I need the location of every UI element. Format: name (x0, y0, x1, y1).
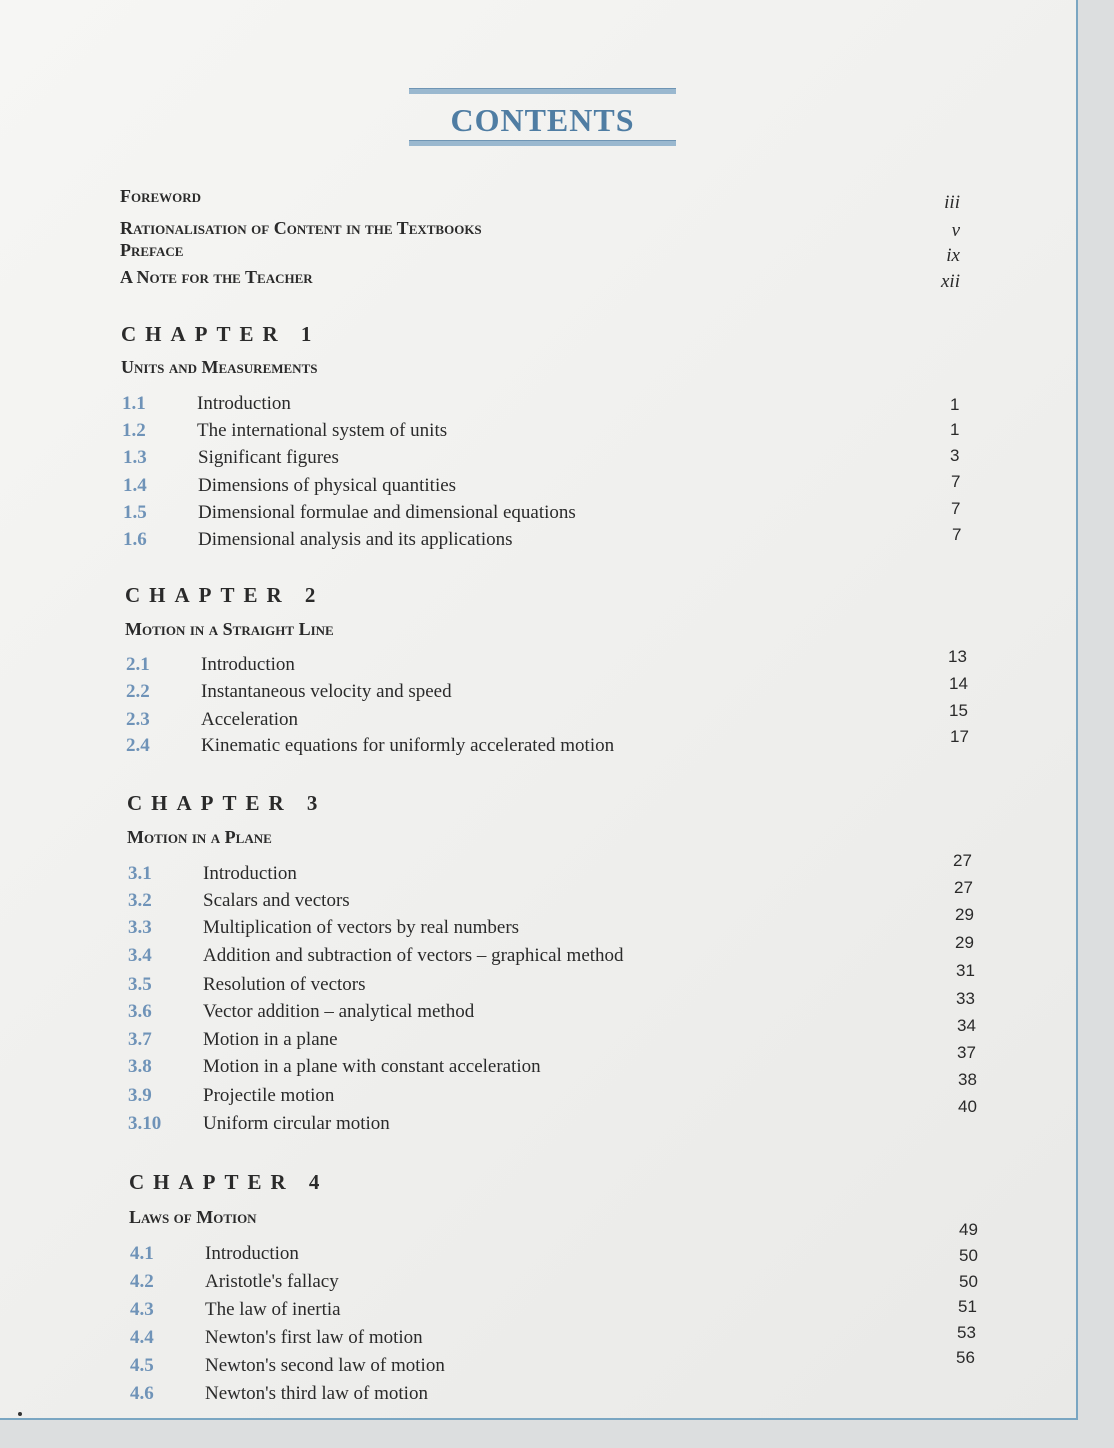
page-number: 51 (958, 1297, 977, 1316)
section-title: Newton's second law of motion (205, 1355, 445, 1376)
chapter-title: Units and Measurements (121, 357, 318, 377)
page-title: CONTENTS (450, 102, 635, 138)
section-title: Aristotle's fallacy (205, 1271, 339, 1292)
section-number: 1.3 (123, 447, 147, 468)
section-number: 2.4 (126, 735, 150, 756)
page-number: 29 (955, 933, 974, 952)
front-matter-label: Rationalisation of Content in the Textbooks (120, 218, 482, 238)
front-matter-page: v (951, 220, 960, 241)
contents-header (409, 88, 676, 148)
page-number: 37 (957, 1043, 976, 1062)
section-number: 3.8 (128, 1056, 152, 1077)
chapter-title: Motion in a Plane (127, 827, 272, 847)
section-title: Vector addition – analytical method (203, 1001, 475, 1022)
section-number: 4.3 (130, 1299, 154, 1320)
front-matter-label: A Note for the Teacher (120, 267, 313, 287)
page-number: 3 (950, 446, 960, 465)
front-matter-entry (120, 218, 960, 239)
section-title: Addition and subtraction of vectors – graphical method (203, 945, 624, 966)
page-number: 34 (957, 1016, 976, 1035)
section-title: The law of inertia (205, 1299, 341, 1320)
section-number: 1.5 (123, 502, 147, 523)
page-number: 7 (951, 472, 961, 491)
front-matter-entry (120, 267, 960, 292)
page-number: 1 (950, 420, 960, 439)
section-number: 4.5 (130, 1355, 154, 1376)
front-matter-entry (120, 186, 960, 213)
section-number: 3.7 (128, 1029, 152, 1050)
chapter-heading: CHAPTER 3 (127, 791, 327, 815)
section-number: 3.9 (128, 1085, 152, 1106)
margin-dot (18, 1412, 22, 1416)
section-number: 3.10 (128, 1113, 162, 1134)
chapter-title: Laws of Motion (129, 1207, 257, 1227)
section-number: 4.6 (130, 1383, 154, 1404)
section-number: 2.1 (126, 654, 150, 675)
section-number: 2.2 (126, 681, 150, 702)
section-title: Acceleration (201, 709, 299, 730)
section-number: 4.1 (130, 1243, 154, 1264)
section-title: Projectile motion (203, 1085, 335, 1106)
page-number: 29 (955, 905, 974, 924)
chapter-heading: CHAPTER 4 (129, 1170, 329, 1194)
page-number: 40 (958, 1097, 977, 1116)
section-title: Introduction (203, 863, 297, 884)
section-title: Dimensions of physical quantities (198, 475, 457, 496)
page-number: 27 (954, 878, 973, 897)
section-number: 1.6 (123, 529, 147, 550)
section-number: 1.2 (122, 420, 146, 441)
section-title: Introduction (205, 1243, 299, 1264)
page-number: 50 (959, 1272, 978, 1291)
page-number: 38 (958, 1070, 977, 1089)
front-matter-label: Preface (120, 240, 184, 260)
section-number: 4.2 (130, 1271, 154, 1292)
page-number: 7 (952, 525, 962, 544)
section-title: Instantaneous velocity and speed (201, 681, 452, 702)
section-title: Significant figures (198, 447, 339, 468)
section-title: Newton's third law of motion (205, 1383, 428, 1404)
section-number: 3.4 (128, 945, 152, 966)
page-number: 33 (956, 989, 975, 1008)
section-number: 3.3 (128, 917, 152, 938)
section-title: Scalars and vectors (203, 890, 350, 911)
section-title: Dimensional analysis and its applications (198, 529, 513, 550)
page-number: 53 (957, 1323, 976, 1342)
section-title: Resolution of vectors (203, 974, 366, 995)
front-matter-entry (120, 240, 960, 266)
page-number: 13 (948, 647, 967, 666)
section-title: Motion in a plane with constant acceleration (203, 1056, 541, 1077)
page-number: 14 (949, 674, 968, 693)
page-number: 17 (950, 727, 969, 746)
header-top-rule (409, 88, 676, 94)
section-title: Kinematic equations for uniformly accelerated motion (201, 735, 615, 756)
front-matter-page: ix (946, 245, 960, 266)
section-title: Uniform circular motion (203, 1113, 390, 1134)
chapter-heading: CHAPTER 2 (125, 583, 325, 607)
section-number: 3.5 (128, 974, 152, 995)
page-number: 31 (956, 961, 975, 980)
section-title: Introduction (201, 654, 295, 675)
section-number: 3.2 (128, 890, 152, 911)
section-number: 1.1 (122, 393, 146, 414)
chapter-title: Motion in a Straight Line (125, 619, 334, 639)
page-number: 1 (950, 395, 960, 414)
page-number: 50 (959, 1246, 978, 1265)
front-matter-page: xii (941, 271, 960, 292)
page-number: 56 (956, 1348, 975, 1367)
page-number: 7 (951, 499, 961, 518)
page-number: 27 (953, 851, 972, 870)
section-title: Motion in a plane (203, 1029, 338, 1050)
section-title: Multiplication of vectors by real numbers (203, 917, 520, 938)
section-number: 4.4 (130, 1327, 154, 1348)
section-title: Introduction (197, 393, 291, 414)
page-number: 15 (949, 701, 968, 720)
front-matter-label: Foreword (120, 186, 202, 206)
header-bottom-rule (409, 140, 676, 146)
section-title: Dimensional formulae and dimensional equations (198, 502, 576, 523)
section-number: 2.3 (126, 709, 150, 730)
chapter-heading: CHAPTER 1 (121, 322, 321, 346)
page-number: 49 (959, 1220, 978, 1239)
section-number: 1.4 (123, 475, 147, 496)
front-matter-page: iii (944, 192, 960, 213)
section-title: The international system of units (197, 420, 448, 441)
section-number: 3.1 (128, 863, 152, 884)
section-title: Newton's first law of motion (205, 1327, 423, 1348)
section-number: 3.6 (128, 1001, 152, 1022)
